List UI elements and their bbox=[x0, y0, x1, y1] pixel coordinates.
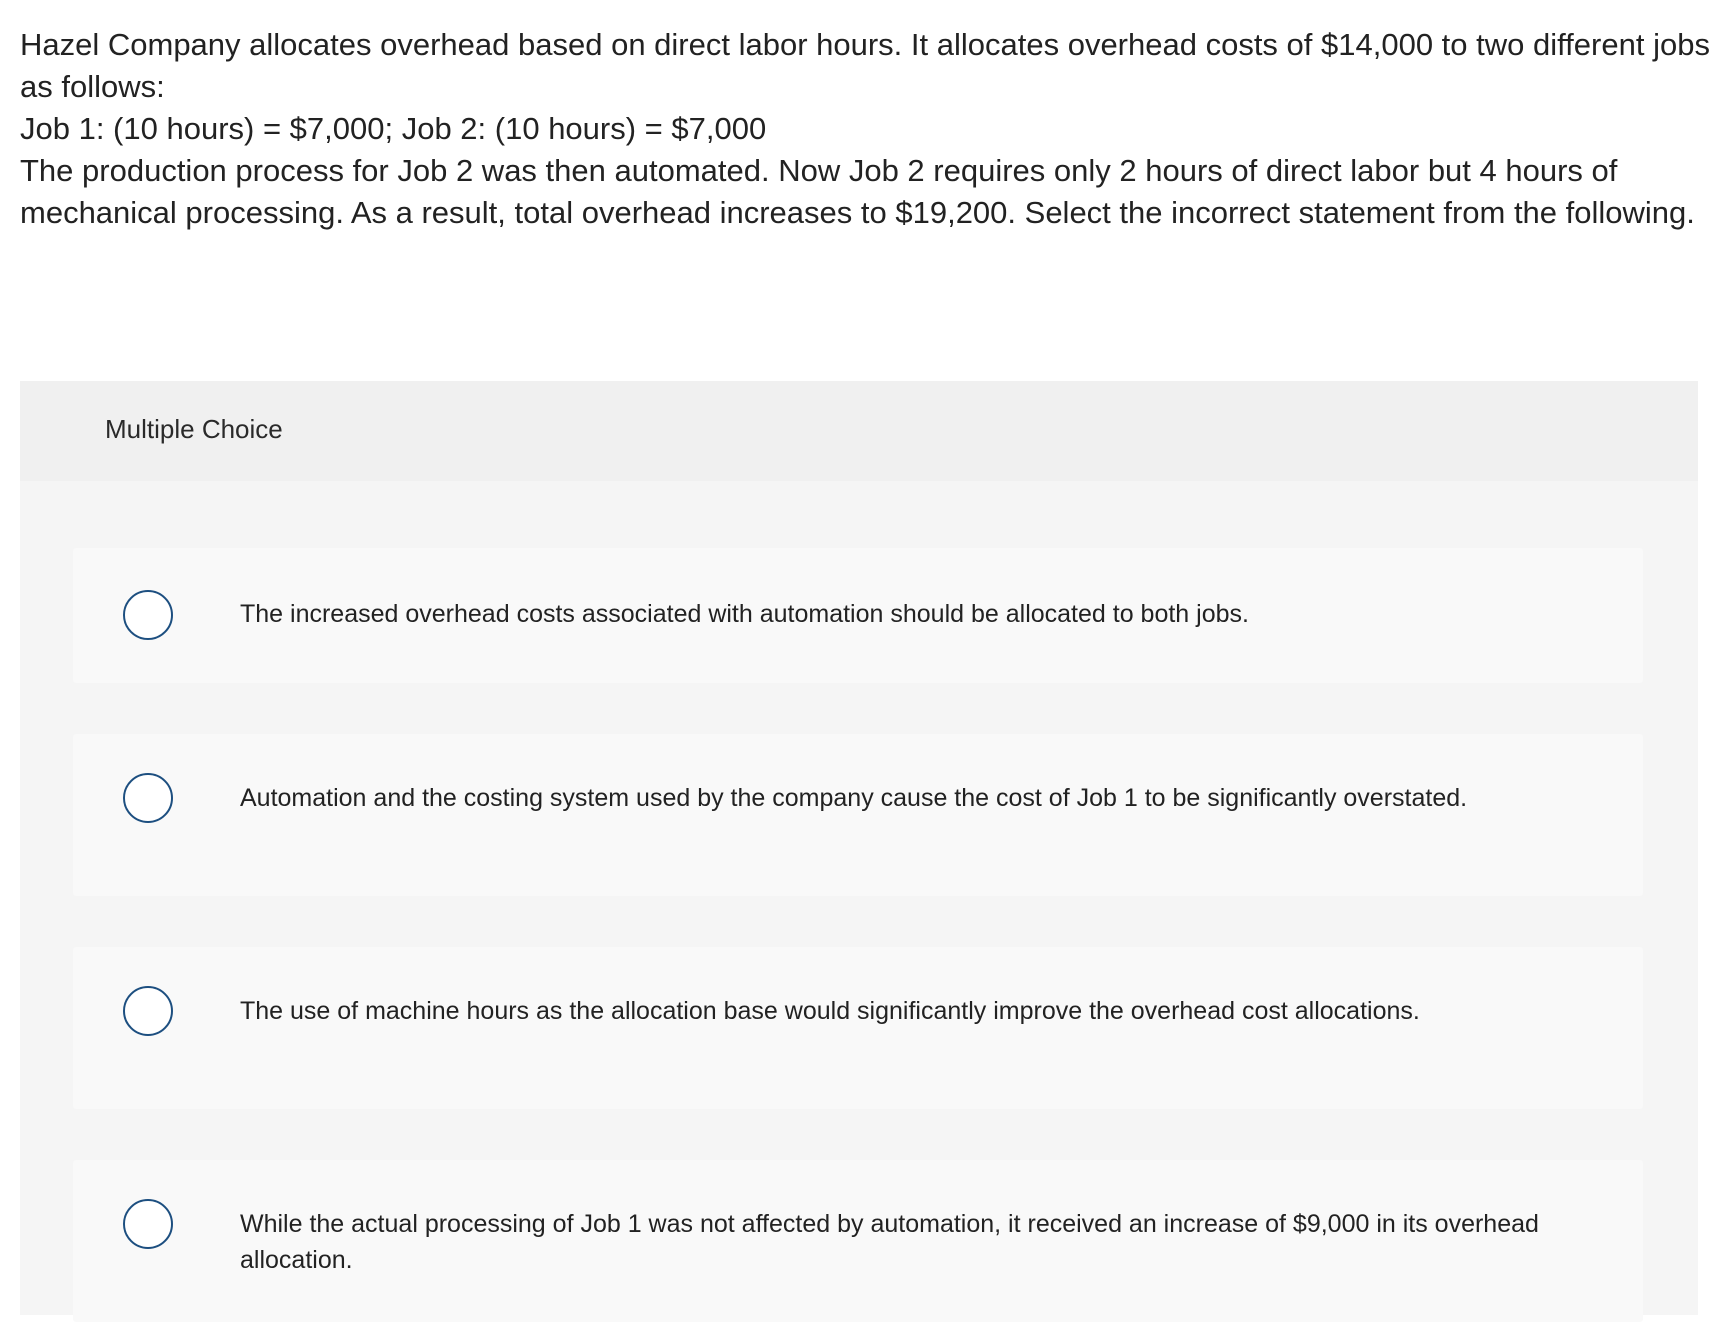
choice-text: The use of machine hours as the allocation base would significantly improve the overhead cost allocations. bbox=[240, 997, 1420, 1025]
choice-text: The increased overhead costs associated with automation should be allocated to both jobs. bbox=[240, 600, 1249, 628]
choice-option-4[interactable] bbox=[73, 1160, 1643, 1322]
multiple-choice-header bbox=[20, 381, 1698, 481]
choice-text: Automation and the costing system used by the company cause the cost of Job 1 to be significantly overstated. bbox=[240, 784, 1468, 812]
radio-button[interactable] bbox=[123, 986, 173, 1036]
radio-button[interactable] bbox=[123, 1199, 173, 1249]
choice-text: While the actual processing of Job 1 was not affected by automation, it received an increase of $9,000 in its overhead allocation. bbox=[240, 1210, 1539, 1274]
question-line-1: Hazel Company allocates overhead based on direct labor hours. It allocates overhead costs of $14,000 to two different jobs as follows: bbox=[20, 27, 1710, 104]
multiple-choice-panel bbox=[20, 381, 1698, 1315]
multiple-choice-title: Multiple Choice bbox=[105, 413, 283, 444]
question-line-3: The production process for Job 2 was then automated. Now Job 2 requires only 2 hours of direct labor but 4 hours of mechanical processing. As a result, total overhead increases to $19,200. Select the incorrect statement from the following. bbox=[20, 153, 1695, 230]
choice-option-2[interactable] bbox=[73, 734, 1643, 896]
question-stem bbox=[20, 24, 1710, 234]
radio-button[interactable] bbox=[123, 590, 173, 640]
choice-option-1[interactable] bbox=[73, 548, 1643, 683]
radio-button[interactable] bbox=[123, 773, 173, 823]
question-line-2: Job 1: (10 hours) = $7,000; Job 2: (10 hours) = $7,000 bbox=[20, 111, 767, 146]
choice-option-3[interactable] bbox=[73, 947, 1643, 1109]
